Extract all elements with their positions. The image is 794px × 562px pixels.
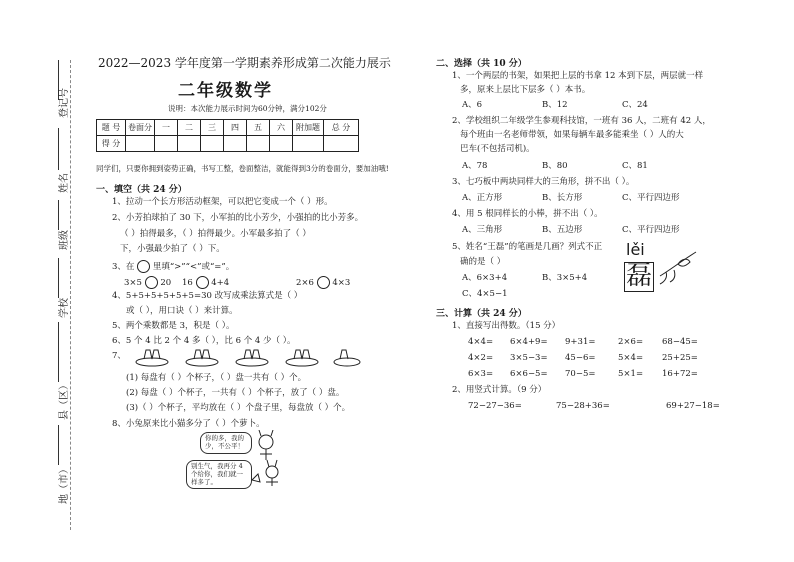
side-id-label: 登记号 — [59, 88, 70, 118]
vertical-item: 69+27−18= — [666, 401, 720, 411]
score-table — [96, 119, 359, 152]
compare-left: 16 — [182, 278, 193, 288]
score-header-row — [97, 120, 359, 136]
s1-q3-lead: 3、在 — [112, 262, 135, 272]
oral-item: 16+72= — [662, 369, 698, 379]
oral-item: 6×4+9= — [510, 337, 548, 347]
circle-icon — [137, 260, 150, 273]
score-head-cell: 五 — [247, 120, 270, 136]
score-cell[interactable] — [293, 136, 324, 152]
side-name-label: 姓名 — [59, 173, 70, 193]
vertical-item: 72−27−36= — [468, 401, 522, 411]
oral-item: 5×4= — [618, 353, 644, 363]
cups-plates-image — [132, 342, 362, 368]
s2-q1-opt-a[interactable]: A、6 — [462, 100, 483, 110]
oral-item: 4×4= — [468, 337, 494, 347]
s1-q7a: (1) 每盘有（ ）个杯子，（ ）盘一共有（ ）个。 — [126, 373, 307, 383]
s2-q5b: 确的是（ ） — [460, 257, 506, 267]
oral-item: 9+31= — [565, 337, 596, 347]
binding-line — [70, 60, 71, 530]
s2-q1a: 1、一个两层的书架，如果把上层的书拿 12 本到下层，两层就一样 — [452, 71, 704, 81]
bird-icon — [656, 246, 702, 288]
s1-q4a: 4、5+5+5+5+5+5=30 改写成乘法算式是（ ） — [112, 291, 303, 301]
rabbit-cat-image — [244, 430, 294, 488]
pinyin-lei: lěi — [626, 240, 645, 259]
section2-heading: 二、选择（共 10 分） — [436, 59, 527, 69]
s2-q1b: 多，原来上层比下层多（ ）本书。 — [460, 85, 591, 95]
s2-q5a: 5、姓名“王磊”的笔画是几画？列式不正 — [452, 242, 603, 252]
s3-q1: 1、直接写出得数。（15 分） — [452, 321, 561, 331]
speech-bubble-cat: 你的多，我的少，不公平！ — [200, 432, 252, 454]
score-cell[interactable] — [201, 136, 224, 152]
exam-subject: 二年级数学 — [178, 81, 273, 101]
s2-q2b: 每个班由一名老师带领，如果每辆车最多能乘坐（ ）人的大 — [460, 130, 684, 140]
s2-q5-opt-b[interactable]: B、3×5+4 — [542, 273, 588, 283]
s1-q6: 6、5 个 4 比 2 个 4 多（ ），比 6 个 4 少（ ）。 — [112, 336, 296, 346]
s2-q5-opt-a[interactable]: A、6×3+4 — [462, 273, 508, 283]
score-head-cell: 一 — [155, 120, 178, 136]
speech-bubble-rabbit: 别生气，我再分 4 个给你，我们就一样多了。 — [186, 460, 252, 489]
score-head-cell: 二 — [178, 120, 201, 136]
score-head-cell: 卷面分 — [126, 120, 155, 136]
s1-q2c: 下，小强最少拍了（ ）下。 — [120, 244, 225, 254]
s2-q2-opt-c[interactable]: C、81 — [622, 161, 648, 171]
s2-q2-opt-b[interactable]: B、80 — [542, 161, 568, 171]
oral-item: 4×2= — [468, 353, 494, 363]
s1-q3-item — [182, 276, 229, 289]
s2-q2a: 2、学校组织二年级学生参观科技馆，一班有 36 人，二班有 42 人， — [452, 116, 711, 126]
compare-right: 4×3 — [332, 278, 351, 288]
school-blank — [58, 258, 60, 298]
s2-q1-opt-c[interactable]: C、24 — [622, 100, 648, 110]
compare-right: 4+4 — [211, 278, 230, 288]
s2-q4-opt-b[interactable]: B、五边形 — [542, 225, 583, 235]
score-head-cell: 三 — [201, 120, 224, 136]
compare-left: 3×5 — [124, 278, 142, 288]
s3-q2: 2、用竖式计算。（9 分） — [452, 385, 547, 395]
score-value-row — [97, 136, 359, 152]
s1-q3-item — [296, 276, 350, 289]
side-county-label: 县（区） — [59, 380, 70, 420]
score-cell[interactable] — [126, 136, 155, 152]
s2-q3-opt-b[interactable]: B、长方形 — [542, 193, 583, 203]
side-school-label: 学校 — [59, 298, 70, 318]
score-head-cell: 六 — [270, 120, 293, 136]
compare-circle[interactable] — [145, 276, 158, 289]
char-lei-box: 磊 — [625, 261, 652, 291]
s2-q4: 4、用 5 根同样长的小棒，拼不出（ ）。 — [452, 209, 603, 219]
score-cell[interactable] — [247, 136, 270, 152]
exam-note: 说明：本次能力展示时间为60分钟，满分102分 — [168, 104, 327, 113]
s1-q1: 1、拉动一个长方形活动框架，可以把它变成一个（ ）形。 — [112, 197, 333, 207]
city-blank — [58, 425, 60, 465]
s2-q1-opt-b[interactable]: B、12 — [542, 100, 568, 110]
s1-q7b: (2) 每盘（ ）个杯子，一共有（ ）个杯子，放了（ ）盘。 — [126, 388, 345, 398]
compare-circle[interactable] — [196, 276, 209, 289]
s1-q2a: 2、小芳拍球拍了 30 下，小军拍的比小芳少，小强拍的比小芳多。 — [112, 213, 364, 223]
exam-instruction: 同学们，只要你拥到姿势正确，书写工整，卷面整洁，就能得到3分的卷面分，要加油哦! — [96, 164, 389, 173]
s1-q3-tail: 里填“>”“<”或“=”。 — [152, 262, 235, 272]
oral-item: 70−5= — [565, 369, 596, 379]
s1-q2b: （ ）拍得最多，（ ）拍得最少。小军最多拍了（ ） — [120, 229, 311, 239]
s1-q8: 8、小兔原来比小猫多分了（ ）个萝卜。 — [112, 419, 265, 429]
score-head-cell: 附加题 — [293, 120, 324, 136]
score-cell[interactable] — [155, 136, 178, 152]
score-cell[interactable] — [178, 136, 201, 152]
compare-right: 20 — [160, 278, 172, 288]
oral-item: 6×6−5= — [510, 369, 548, 379]
side-city-label: 地（市） — [59, 464, 70, 504]
s2-q2-opt-a[interactable]: A、78 — [462, 161, 488, 171]
score-row-label: 得 分 — [97, 136, 126, 152]
oral-item: 5×1= — [618, 369, 644, 379]
score-head-cell: 总 分 — [324, 120, 359, 136]
s2-q4-opt-c[interactable]: C、平行四边形 — [622, 225, 680, 235]
s1-q7: 7、 — [112, 351, 126, 361]
s2-q3-opt-a[interactable]: A、正方形 — [462, 193, 503, 203]
side-class-label: 班级 — [59, 230, 70, 250]
vertical-item: 75−28+36= — [556, 401, 610, 411]
s1-q3-item — [124, 276, 171, 289]
section1-heading: 一、填空（共 24 分） — [96, 185, 187, 195]
name-blank — [58, 128, 60, 170]
oral-item: 3×5−3= — [510, 353, 548, 363]
s1-q5: 5、两个乘数都是 3，积是（ ）。 — [112, 321, 235, 331]
s1-q7c: (3)（ ）个杯子，平均放在（ ）个盘子里，每盘放（ ）个。 — [126, 403, 351, 413]
s2-q5-opt-c[interactable]: C、4×5−1 — [462, 289, 508, 299]
s2-q4-opt-a[interactable]: A、三角形 — [462, 225, 503, 235]
score-head-cell: 四 — [224, 120, 247, 136]
s1-q4b: 或（ ），用口诀（ ）来计算。 — [126, 306, 238, 316]
oral-item: 2×6= — [618, 337, 644, 347]
class-blank — [58, 200, 60, 230]
section3-heading: 三、计算（共 24 分） — [436, 309, 527, 319]
s1-q3 — [112, 260, 234, 273]
oral-item: 25+25= — [662, 353, 698, 363]
s2-q3-opt-c[interactable]: C、平行四边形 — [622, 193, 680, 203]
s2-q2c: 巴车(不包括司机)。 — [460, 144, 535, 154]
oral-item: 45−6= — [565, 353, 596, 363]
compare-left: 2×6 — [296, 278, 314, 288]
score-head-cell: 题 号 — [97, 120, 126, 136]
oral-item: 68−45= — [662, 337, 698, 347]
county-blank — [58, 322, 60, 382]
score-cell[interactable] — [324, 136, 359, 152]
score-cell[interactable] — [224, 136, 247, 152]
oral-item: 6×3= — [468, 369, 494, 379]
compare-circle[interactable] — [317, 276, 330, 289]
score-cell[interactable] — [270, 136, 293, 152]
exam-title: 2022—2023 学年度第一学期素养形成第二次能力展示 — [98, 56, 391, 70]
s2-q3: 3、七巧板中两块同样大的三角形，拼不出（ ）。 — [452, 177, 635, 187]
